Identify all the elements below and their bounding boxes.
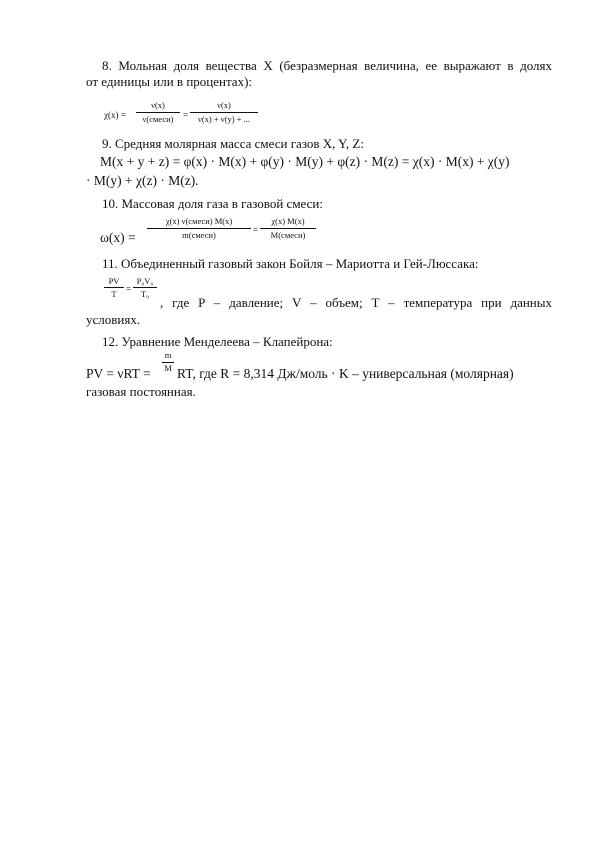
item10-text: 10. Массовая доля газа в газовой смеси: [102,196,323,211]
item9-text: 9. Средняя молярная масса смеси газов X, Y, Z: [102,136,364,151]
item11-fraction2-bar [133,287,157,288]
item8-fraction1-denominator: ν(смеси) [142,114,174,124]
item12-formula-line2: газовая постоянная. [86,384,196,399]
item10-fraction1-numerator: χ(x) ν(смеси) M(x) [165,216,233,226]
item8-fraction1-numerator: ν(x) [151,100,165,110]
item12-text: 12. Уравнение Менделеева – Клапейрона: [102,334,333,349]
item11-fraction2-denominator: T₀ [140,289,150,299]
item11-description-line2: условиях. [86,312,141,327]
item8-formula-lhs: χ(x) = [104,110,126,120]
item12-formula-lhs: PV = νRT = [86,366,151,381]
item11-fraction1-numerator: PV [108,276,120,286]
item9-formula-line1: M(x + y + z) = φ(x) · M(x) + φ(y) · M(y) + φ(z) · M(z) = χ(x) · M(x) + χ(y) [100,154,510,169]
item9-formula-line2: · M(y) + χ(z) · M(z). [86,173,199,188]
item11-description-line1: , где P – давление; V – объем; T – температура при данных [160,295,552,310]
item8-text-line2: от единицы или в процентах): [86,74,253,89]
item8-fraction2-denominator: ν(x) + ν(y) + ... [198,114,250,124]
item10-fraction2-bar [260,228,316,229]
item11-text: 11. Объединенный газовый закон Бойля – Мариотта и Гей-Люссака: [102,256,479,271]
item8-equals: = [183,110,189,120]
item11-fraction2-numerator: P₀V₀ [136,276,154,286]
item10-equals: = [253,225,259,235]
item11-equals: = [126,284,132,294]
item8-text-line1: 8. Мольная доля вещества X (безразмерная величина, ее выражают в долях [102,58,552,73]
item10-fraction2-denominator: M(смеси) [270,230,306,240]
item12-fraction-denominator: M [164,363,172,373]
item10-fraction2-numerator: χ(x) M(x) [271,216,305,226]
item10-formula-lhs: ω(x) = [100,230,136,245]
item10-fraction1-denominator: m(смеси) [182,230,216,240]
item8-fraction1-bar [136,112,180,113]
item11-fraction1-denominator: T [111,289,117,299]
item12-formula-rest: RT, где R = 8,314 Дж/моль · K – универсальная (молярная) [177,366,514,381]
item8-fraction2-numerator: ν(x) [217,100,231,110]
item10-fraction1-bar [147,228,251,229]
item12-fraction-numerator: m [164,350,172,360]
item11-fraction1-bar [104,287,124,288]
item8-fraction2-bar [190,112,258,113]
